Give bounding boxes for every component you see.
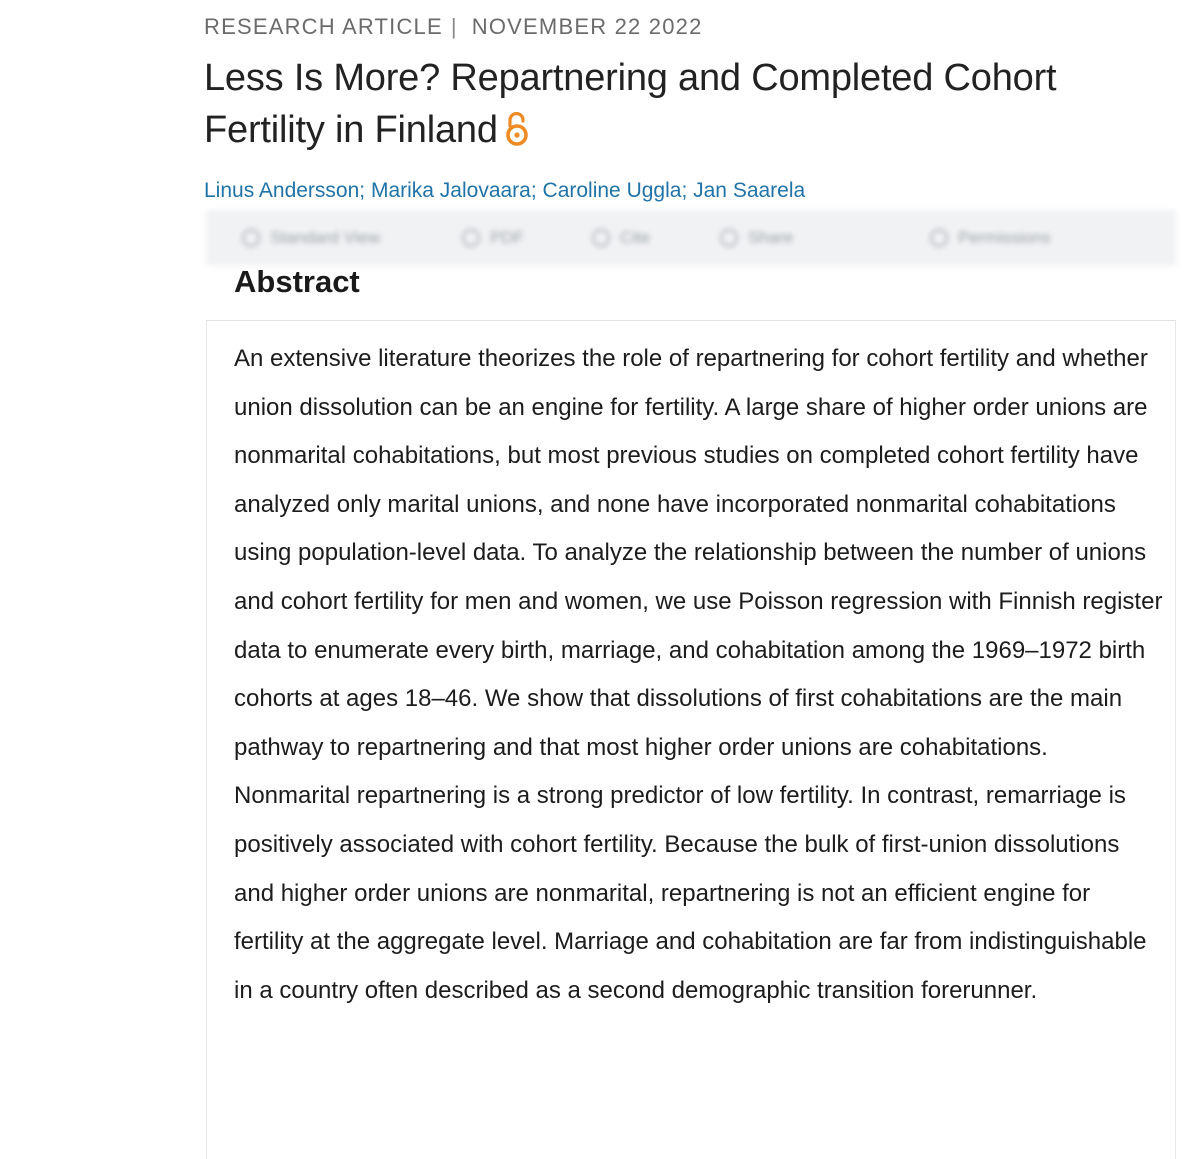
toolbar-label: Share bbox=[748, 228, 794, 247]
author-link[interactable]: Marika Jalovaara; bbox=[370, 179, 537, 202]
cite-button[interactable] bbox=[592, 228, 720, 248]
permissions-icon bbox=[930, 229, 948, 247]
standard-view-button[interactable] bbox=[242, 228, 462, 248]
permissions-button[interactable] bbox=[930, 228, 1051, 248]
cite-icon bbox=[592, 229, 610, 247]
meta-separator: | bbox=[450, 14, 458, 39]
share-button[interactable] bbox=[720, 228, 930, 248]
author-list bbox=[204, 179, 805, 203]
toolbar-label: PDF bbox=[490, 228, 524, 247]
toolbar-label: Cite bbox=[620, 228, 651, 247]
pdf-icon bbox=[462, 229, 480, 247]
article-type: RESEARCH ARTICLE bbox=[204, 14, 443, 39]
toolbar-label: Standard View bbox=[270, 228, 381, 247]
share-icon bbox=[720, 229, 738, 247]
article-date: NOVEMBER 22 2022 bbox=[471, 14, 703, 39]
author-link[interactable]: Jan Saarela bbox=[693, 179, 806, 202]
article-title bbox=[204, 52, 1164, 156]
pdf-button[interactable] bbox=[462, 228, 592, 248]
toolbar-label: Permissions bbox=[958, 228, 1051, 247]
abstract-heading: Abstract bbox=[234, 264, 360, 299]
author-link[interactable]: Linus Andersson; bbox=[204, 179, 366, 202]
article-title-text: Less Is More? Repartnering and Completed Cohort Fertility in Finland bbox=[204, 57, 1057, 151]
open-access-lock-icon bbox=[504, 112, 530, 146]
author-link[interactable]: Caroline Uggla; bbox=[542, 179, 688, 202]
article-toolbar bbox=[206, 210, 1176, 266]
abstract-text: An extensive literature theorizes the role of repartnering for cohort fertility and whether union dissolution can be an engine for fertility. A large share of higher order unions are nonmarital cohabitations, but most previous studies on completed cohort fertility have analyzed only marital unions, and none have incorporated nonmarital cohabitations using population-level data. To analyze the relationship between the number of unions and cohort fertility for men and women, we use Poisson regression with Finnish register data to enumerate every birth, marriage, and cohabitation among the 1969–1972 birth cohorts at ages 18–46. We show that dissolutions of first cohabitations are the main pathway to repartnering and that most higher order unions are cohabitations. Nonmarital repartnering is a strong predictor of low fertility. In contrast, remarriage is positively associated with cohort fertility. Because the bulk of first-union dissolutions and higher order unions are nonmarital, repartnering is not an efficient engine for fertility at the aggregate level. Marriage and cohabitation are far from indistinguishable in a country often described as a second demographic transition forerunner. bbox=[234, 345, 1163, 1004]
article-meta bbox=[204, 14, 703, 40]
view-icon bbox=[242, 229, 260, 247]
